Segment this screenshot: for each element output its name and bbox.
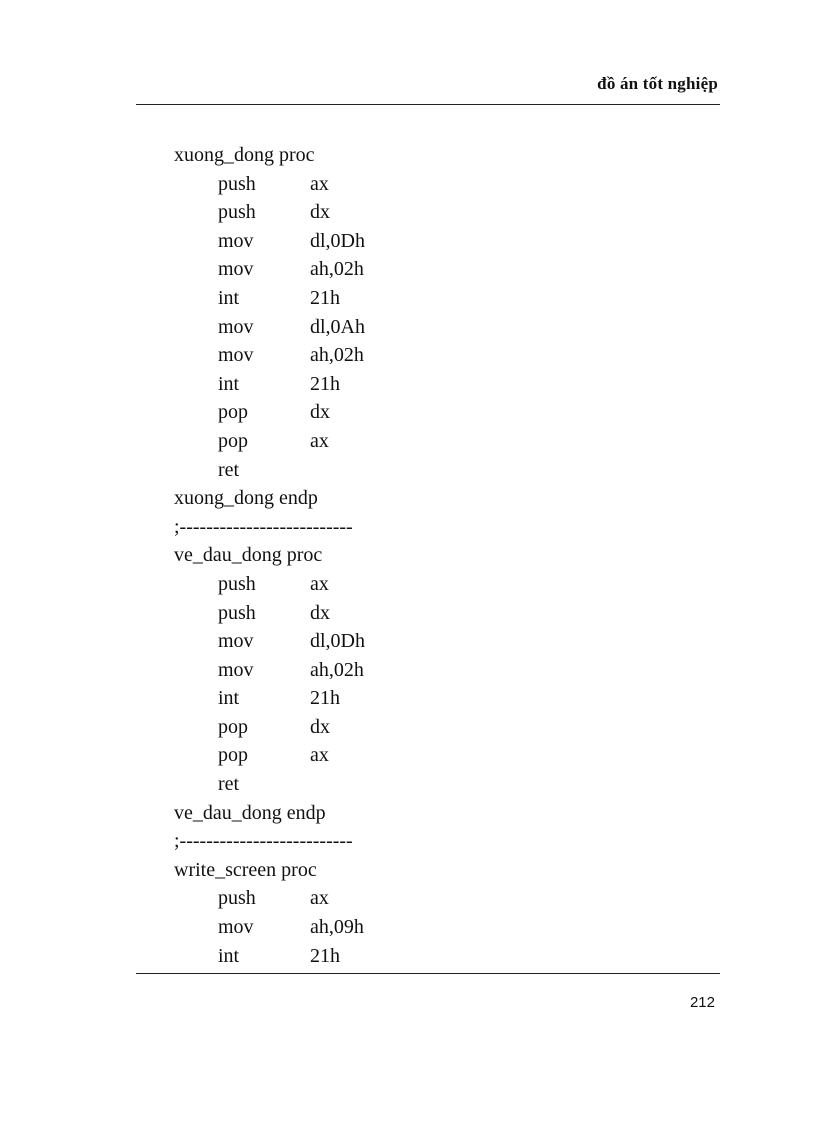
code-operand: ah,02h <box>310 344 364 367</box>
code-instruction: mov <box>218 344 254 367</box>
code-instruction: pop <box>218 744 248 767</box>
code-line <box>174 484 714 513</box>
code-line <box>174 599 714 628</box>
code-instruction: pop <box>218 401 248 424</box>
code-label: xuong_dong endp <box>174 487 318 510</box>
code-line <box>174 170 714 199</box>
code-operand: dx <box>310 601 330 624</box>
code-operand: ax <box>310 572 329 595</box>
code-instruction: push <box>218 572 256 595</box>
code-instruction: mov <box>218 630 254 653</box>
code-instruction: push <box>218 887 256 910</box>
code-operand: 21h <box>310 944 340 967</box>
code-instruction: push <box>218 172 256 195</box>
code-line <box>174 255 714 284</box>
code-line <box>174 398 714 427</box>
code-operand: dx <box>310 715 330 738</box>
code-operand: dx <box>310 401 330 424</box>
code-label: ;-------------------------- <box>174 830 353 853</box>
code-instruction: int <box>218 944 240 967</box>
code-operand: ah,02h <box>310 658 364 681</box>
code-operand: dx <box>310 201 330 224</box>
code-line <box>174 713 714 742</box>
code-operand: dl,0Dh <box>310 229 365 252</box>
code-operand: dl,0Dh <box>310 630 365 653</box>
code-line <box>174 627 714 656</box>
code-instruction: pop <box>218 429 248 452</box>
code-label: write_screen proc <box>174 858 317 881</box>
code-line <box>174 570 714 599</box>
code-line <box>174 198 714 227</box>
code-instruction: ret <box>218 458 240 481</box>
page-header-title: đồ án tốt nghiệp <box>597 74 718 93</box>
code-instruction: ret <box>218 773 240 796</box>
code-instruction: mov <box>218 916 254 939</box>
code-line <box>174 656 714 685</box>
code-line <box>174 799 714 828</box>
code-operand: ax <box>310 172 329 195</box>
code-operand: ax <box>310 887 329 910</box>
code-line <box>174 741 714 770</box>
code-line <box>174 341 714 370</box>
code-instruction: mov <box>218 658 254 681</box>
code-line <box>174 227 714 256</box>
code-line <box>174 284 714 313</box>
code-instruction: int <box>218 687 240 710</box>
code-line <box>174 856 714 885</box>
code-line <box>174 684 714 713</box>
code-instruction: push <box>218 601 256 624</box>
code-label: ve_dau_dong proc <box>174 544 323 567</box>
header-divider <box>136 104 720 105</box>
code-line <box>174 913 714 942</box>
code-instruction: mov <box>218 315 254 338</box>
code-line <box>174 141 714 170</box>
code-operand: 21h <box>310 372 340 395</box>
code-line <box>174 827 714 856</box>
page-number: 212 <box>689 994 715 1011</box>
code-label: ve_dau_dong endp <box>174 801 326 824</box>
code-operand: ax <box>310 744 329 767</box>
code-operand: ah,09h <box>310 916 364 939</box>
code-operand: ax <box>310 429 329 452</box>
code-instruction: int <box>218 372 240 395</box>
code-label: ;-------------------------- <box>174 515 353 538</box>
assembly-code-listing <box>174 141 714 970</box>
code-operand: 21h <box>310 687 340 710</box>
code-label: xuong_dong proc <box>174 144 315 166</box>
code-line <box>174 313 714 342</box>
code-line <box>174 770 714 799</box>
code-line <box>174 942 714 971</box>
code-line <box>174 456 714 485</box>
code-operand: ah,02h <box>310 258 364 281</box>
code-operand: 21h <box>310 286 340 309</box>
code-operand: dl,0Ah <box>310 315 365 338</box>
code-line <box>174 427 714 456</box>
code-line <box>174 370 714 399</box>
code-line <box>174 884 714 913</box>
code-instruction: pop <box>218 715 248 738</box>
code-instruction: push <box>218 201 256 224</box>
code-instruction: int <box>218 286 240 309</box>
code-line <box>174 513 714 542</box>
code-instruction: mov <box>218 229 254 252</box>
code-line <box>174 541 714 570</box>
code-instruction: mov <box>218 258 254 281</box>
footer-divider <box>136 973 720 974</box>
